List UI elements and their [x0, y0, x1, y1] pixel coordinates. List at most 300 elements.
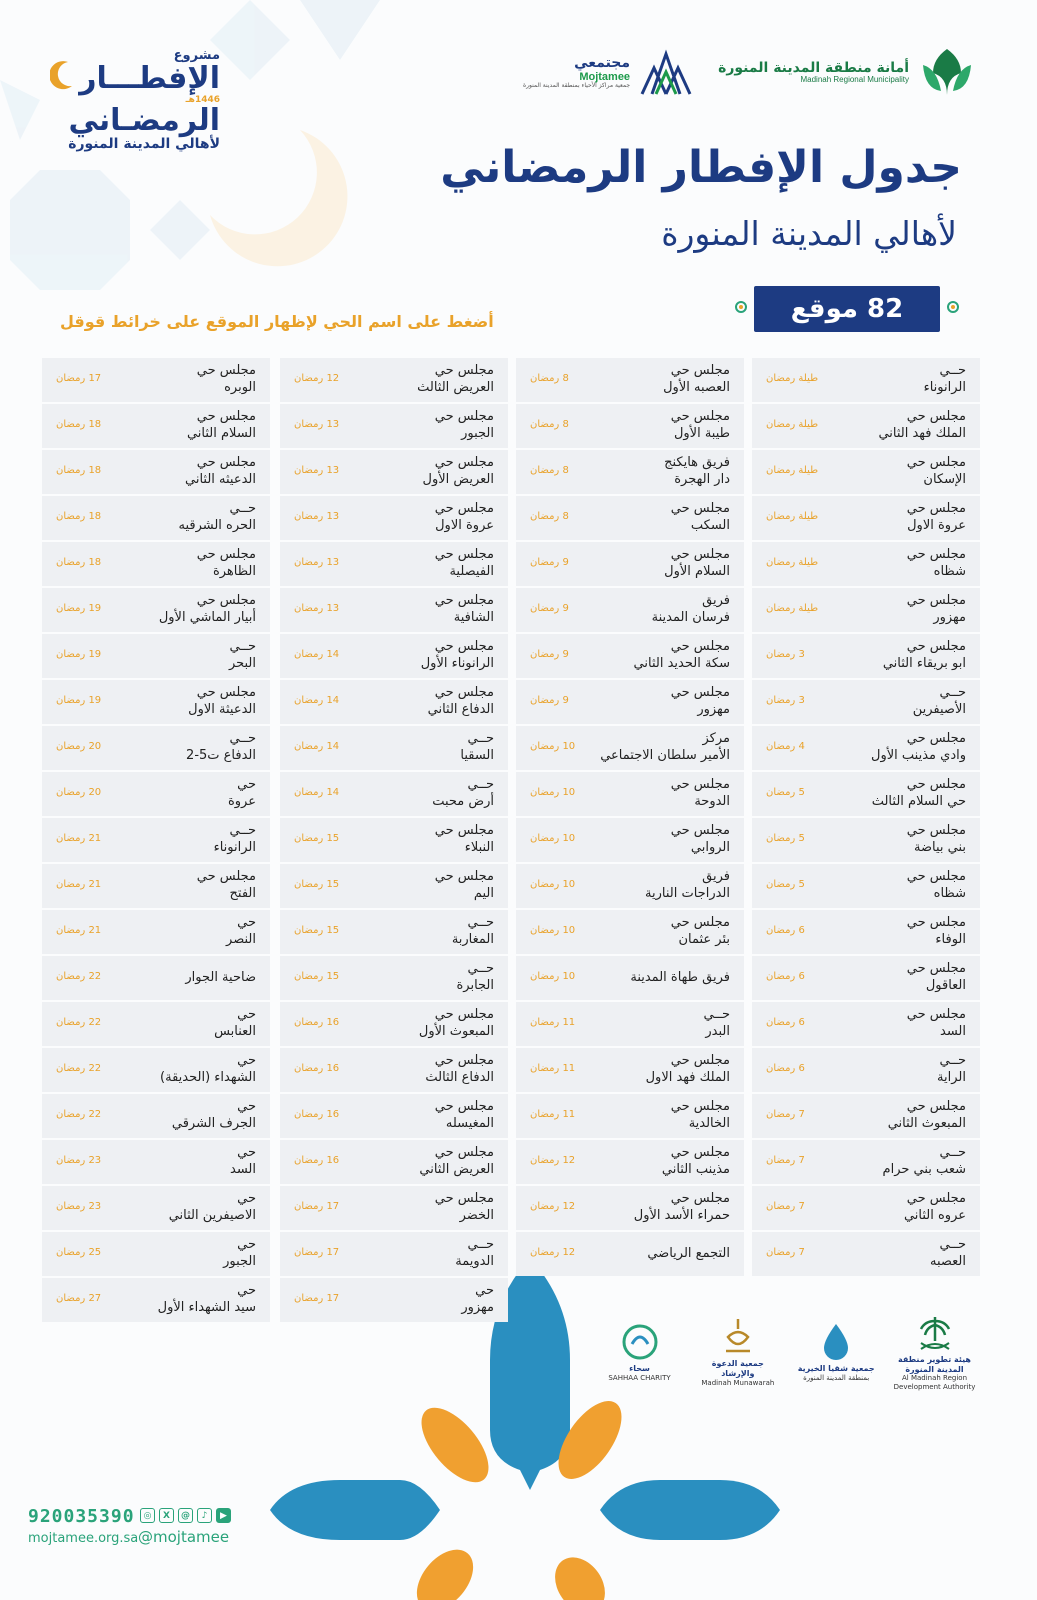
iftar-date: 12 رمضان	[530, 1201, 576, 1212]
schedule-row[interactable]	[42, 1048, 270, 1092]
iftar-date: 13 رمضان	[294, 557, 340, 568]
iftar-date: 5 رمضان	[766, 787, 805, 798]
iftar-date: 7 رمضان	[766, 1109, 805, 1120]
schedule-row[interactable]	[42, 726, 270, 770]
iftar-date: 21 رمضان	[56, 833, 102, 844]
district-name-link[interactable]: مجلس حي الشافية	[434, 593, 494, 625]
iftar-date: 13 رمضان	[294, 465, 340, 476]
iftar-date: 16 رمضان	[294, 1155, 340, 1166]
municipality-emblem-icon	[917, 45, 977, 101]
district-name-link[interactable]: مجلس حي الرانوناء الأول	[420, 639, 494, 671]
district-name-link[interactable]: مجلس حي عروة الاول	[906, 501, 966, 533]
iftar-date: 9 رمضان	[530, 603, 569, 614]
iftar-date: 5 رمضان	[766, 833, 805, 844]
schedule-row[interactable]	[280, 680, 508, 724]
iftar-date: طيلة رمضان	[766, 419, 819, 430]
website-link[interactable]: mojtamee.org.sa	[28, 1531, 139, 1546]
iftar-date: 25 رمضان	[56, 1247, 102, 1258]
schedule-row[interactable]	[280, 588, 508, 632]
district-name-link[interactable]: مجلس حي الدوحة	[670, 777, 730, 809]
iftar-date: 5 رمضان	[766, 879, 805, 890]
iftar-date: 8 رمضان	[530, 419, 569, 430]
schedule-row[interactable]	[42, 680, 270, 724]
district-name-link[interactable]: مجلس حي مهزور	[906, 593, 966, 625]
district-name-link[interactable]: مجلس حي أبيار الماشي الأول	[158, 593, 256, 625]
schedule-row[interactable]	[280, 634, 508, 678]
iftar-date: 13 رمضان	[294, 419, 340, 430]
schedule-row[interactable]	[280, 1186, 508, 1230]
iftar-date: 22 رمضان	[56, 1063, 102, 1074]
schedule-row[interactable]	[516, 956, 744, 1000]
district-name-link[interactable]: فريق هايكنج دار الهجرة	[664, 455, 730, 487]
district-name-link[interactable]: حي العنابس	[214, 1007, 256, 1039]
page-subtitle: لأهالي المدينة المنورة	[661, 214, 957, 253]
iftar-date: 16 رمضان	[294, 1017, 340, 1028]
district-name-link[interactable]: حــي الدويمة	[455, 1237, 494, 1269]
district-name-link[interactable]: مجلس حي حي السلام الثالث	[871, 777, 966, 809]
district-name-link[interactable]: فريق طهاة المدينة	[630, 970, 730, 985]
schedule-row[interactable]	[280, 450, 508, 494]
iftar-date: 10 رمضان	[530, 787, 576, 798]
partner-name: جمعية الدعوة والإرشاد	[711, 1359, 764, 1378]
district-name-link[interactable]: حــي الحره الشرقيه	[178, 501, 256, 533]
municipality-logo	[718, 45, 977, 101]
partner-subname: SAHHAA CHARITY	[608, 1373, 671, 1382]
location-count: 82 موقع	[754, 286, 940, 332]
district-name-link[interactable]: مجلس حي العريض الثالث	[417, 363, 494, 395]
district-name-link[interactable]: مجلس حي العصبه الأول	[663, 363, 730, 395]
schedule-row[interactable]	[280, 1002, 508, 1046]
social-handle[interactable]: @mojtamee	[138, 1528, 230, 1546]
district-name-link[interactable]: مجلس حي طيبة الأول	[670, 409, 730, 441]
schedule-row[interactable]	[280, 1094, 508, 1138]
schedule-row[interactable]	[42, 1094, 270, 1138]
iftar-date: طيلة رمضان	[766, 557, 819, 568]
iftar-date: 17 رمضان	[56, 373, 102, 384]
iftar-date: 22 رمضان	[56, 1109, 102, 1120]
mojtamee-subtitle: جمعية مراكز الأحياء بمنطقة المدينة المنورة	[522, 82, 631, 90]
schedule-row[interactable]	[280, 1278, 508, 1322]
district-name-link[interactable]: مجلس حي الخضر	[434, 1191, 494, 1223]
x-icon[interactable]: X	[159, 1508, 174, 1523]
schedule-row[interactable]	[516, 1232, 744, 1276]
district-name-link[interactable]: حي عروة	[227, 777, 256, 809]
district-name-link[interactable]: مجلس حي السلام الأول	[664, 547, 730, 579]
district-name-link[interactable]: حــي الجابرة	[456, 961, 494, 993]
district-name-link[interactable]: حــي أرض محبت	[432, 777, 494, 809]
iftar-date: 7 رمضان	[766, 1247, 805, 1258]
district-name-link[interactable]: مجلس حي الملك فهد الثاني	[878, 409, 966, 441]
schedule-row[interactable]	[42, 1232, 270, 1276]
district-name-link[interactable]: حــي البحر	[228, 639, 256, 671]
iftar-date: 18 رمضان	[56, 511, 102, 522]
iftar-date: 10 رمضان	[530, 925, 576, 936]
district-name-link[interactable]: مجلس حي المغيسله	[434, 1099, 494, 1131]
schedule-row[interactable]	[42, 542, 270, 586]
district-name-link[interactable]: مجلس حي الدفاع الثاني	[427, 685, 494, 717]
iftar-date: 6 رمضان	[766, 971, 805, 982]
schedule-row[interactable]	[516, 680, 744, 724]
schedule-row[interactable]	[752, 680, 980, 724]
schedule-column-4	[42, 358, 270, 1324]
iftar-date: 23 رمضان	[56, 1201, 102, 1212]
district-name-link[interactable]: مجلس حي الفيصلية	[434, 547, 494, 579]
district-name-link[interactable]: حي الجبور	[223, 1237, 256, 1269]
schedule-row[interactable]	[752, 404, 980, 448]
iftar-date: 20 رمضان	[56, 787, 102, 798]
project-logo	[50, 48, 220, 152]
district-name-link[interactable]: مجلس حي الفتح	[196, 869, 256, 901]
iftar-date: 6 رمضان	[766, 1017, 805, 1028]
iftar-date: 14 رمضان	[294, 649, 340, 660]
iftar-date: 8 رمضان	[530, 373, 569, 384]
schedule-row[interactable]	[752, 358, 980, 402]
mojtamee-emblem-icon	[638, 48, 694, 98]
district-name-link[interactable]: ضاحية الجوار	[185, 970, 256, 985]
youtube-icon[interactable]: ▶	[216, 1508, 231, 1523]
iftar-date: 23 رمضان	[56, 1155, 102, 1166]
district-name-link[interactable]: حــي السقيا	[460, 731, 494, 763]
schedule-row[interactable]	[280, 818, 508, 862]
iftar-date: طيلة رمضان	[766, 373, 819, 384]
district-name-link[interactable]: مجلس حي العاقول	[906, 961, 966, 993]
district-name-link[interactable]: مجلس حي عروه الثاني	[903, 1191, 966, 1223]
district-name-link[interactable]: حــي الرانوناء	[923, 363, 966, 395]
calligraphy-emblem-icon	[720, 1317, 756, 1357]
crescent-icon	[50, 60, 74, 90]
schedule-row[interactable]	[752, 864, 980, 908]
district-name-link[interactable]: مركز الأمير سلطان الاجتماعي	[600, 731, 730, 763]
district-name-link[interactable]: مجلس حي سكة الحديد الثاني	[633, 639, 730, 671]
instruction-text: أضغط على اسم الحي لإظهار الموقع على خرائط قوقل	[60, 312, 494, 331]
iftar-date: 10 رمضان	[530, 879, 576, 890]
location-count-badge	[732, 286, 962, 332]
municipality-name-ar: أمانة منطقة المدينة المنورة	[718, 59, 909, 76]
district-name-link[interactable]: حي الجرف الشرقي	[171, 1099, 256, 1131]
schedule-row[interactable]	[752, 1140, 980, 1184]
district-name-link[interactable]: مجلس حي السلام الثاني	[186, 409, 256, 441]
iftar-date: 9 رمضان	[530, 649, 569, 660]
schedule-row[interactable]	[516, 634, 744, 678]
district-name-link[interactable]: حي سيد الشهداء الأول	[157, 1283, 256, 1315]
district-name-link[interactable]: مجلس حي المبعوث الثاني	[887, 1099, 966, 1131]
iftar-date: 8 رمضان	[530, 511, 569, 522]
schedule-row[interactable]	[516, 726, 744, 770]
schedule-row[interactable]	[752, 910, 980, 954]
district-name-link[interactable]: مجلس حي الدعيثه الثاني	[184, 455, 256, 487]
district-name-link[interactable]: حي السد	[230, 1145, 256, 1177]
district-name-link[interactable]: مجلس حي الظاهرة	[196, 547, 256, 579]
iftar-date: 16 رمضان	[294, 1063, 340, 1074]
iftar-date: 7 رمضان	[766, 1201, 805, 1212]
social-icons	[140, 1508, 231, 1523]
iftar-date: 19 رمضان	[56, 649, 102, 660]
district-name-link[interactable]: مجلس حي السد	[906, 1007, 966, 1039]
schedule-row[interactable]	[280, 404, 508, 448]
page-title: جدول الإفطار الرمضاني	[440, 142, 962, 193]
schedule-row[interactable]	[752, 588, 980, 632]
partner-name: سحاء	[629, 1364, 650, 1374]
district-name-link[interactable]: مجلس حي السكب	[670, 501, 730, 533]
schedule-row[interactable]	[280, 542, 508, 586]
district-name-link[interactable]: مجلس حي النبلاء	[434, 823, 494, 855]
iftar-date: 21 رمضان	[56, 879, 102, 890]
schedule-row[interactable]	[280, 1232, 508, 1276]
district-name-link[interactable]: مجلس حي العريض الثاني	[419, 1145, 494, 1177]
schedule-row[interactable]	[752, 542, 980, 586]
partner-logo	[695, 1317, 780, 1387]
district-name-link[interactable]: مجلس حي بئر عثمان	[670, 915, 730, 947]
district-name-link[interactable]: مجلس حي ابو بريقاء الثاني	[882, 639, 966, 671]
schedule-row[interactable]	[752, 1002, 980, 1046]
iftar-date: 18 رمضان	[56, 465, 102, 476]
project-logo-year: 1446هـ	[185, 94, 220, 105]
project-logo-line2: الرمضـاني	[68, 102, 220, 138]
schedule-row[interactable]	[42, 1140, 270, 1184]
ornament-icon	[732, 298, 750, 316]
district-name-link[interactable]: مجلس حي الخالدية	[670, 1099, 730, 1131]
partner-logo	[892, 1313, 977, 1391]
schedule-row[interactable]	[752, 1094, 980, 1138]
iftar-date: 12 رمضان	[530, 1247, 576, 1258]
iftar-date: 15 رمضان	[294, 925, 340, 936]
phone-number[interactable]: 920035390	[28, 1506, 135, 1527]
schedule-row[interactable]	[42, 910, 270, 954]
schedule-row[interactable]	[752, 1186, 980, 1230]
schedule-row[interactable]	[516, 450, 744, 494]
district-name-link[interactable]: حــي العصبه	[929, 1237, 966, 1269]
mojtamee-name-ar: مجتمعي	[574, 54, 631, 71]
schedule-row[interactable]	[516, 358, 744, 402]
schedule-row[interactable]	[752, 496, 980, 540]
district-name-link[interactable]: مجلس حي مذينب الثاني	[661, 1145, 730, 1177]
district-name-link[interactable]: مجلس حي وادي مذينب الأول	[871, 731, 966, 763]
iftar-date: 19 رمضان	[56, 695, 102, 706]
iftar-date: 16 رمضان	[294, 1109, 340, 1120]
iftar-date: 19 رمضان	[56, 603, 102, 614]
iftar-date: 9 رمضان	[530, 695, 569, 706]
iftar-date: 4 رمضان	[766, 741, 805, 752]
schedule-row[interactable]	[280, 956, 508, 1000]
district-name-link[interactable]: حــي الرانوناء	[213, 823, 256, 855]
schedule-row[interactable]	[42, 496, 270, 540]
district-name-link[interactable]: حي مهزور	[461, 1283, 494, 1315]
schedule-row[interactable]	[516, 588, 744, 632]
mojtamee-name-en: Mojtamee	[579, 71, 631, 84]
iftar-date: 17 رمضان	[294, 1293, 340, 1304]
schedule-row[interactable]	[516, 818, 744, 862]
iftar-date: 15 رمضان	[294, 833, 340, 844]
footer-contact	[28, 1506, 138, 1546]
iftar-date: 18 رمضان	[56, 557, 102, 568]
schedule-row[interactable]	[280, 496, 508, 540]
district-name-link[interactable]: حي الاصيفرين الثاني	[168, 1191, 256, 1223]
iftar-date: 11 رمضان	[530, 1063, 576, 1074]
schedule-row[interactable]	[752, 1232, 980, 1276]
project-logo-label: مشروع	[173, 48, 220, 63]
schedule-row[interactable]	[752, 726, 980, 770]
iftar-date: طيلة رمضان	[766, 603, 819, 614]
partner-logo	[794, 1322, 879, 1382]
header-logos	[523, 45, 977, 101]
schedule-row[interactable]	[42, 818, 270, 862]
partner-subname: بمنطقة المدينة المنورة	[803, 1373, 870, 1382]
schedule-row[interactable]	[42, 1186, 270, 1230]
district-name-link[interactable]: مجلس حي شظاه	[906, 869, 966, 901]
municipality-name-en: Madinah Regional Municipality	[800, 75, 909, 85]
iftar-date: 12 رمضان	[294, 373, 340, 384]
district-name-link[interactable]: حــي الدفاع ت5-2	[186, 731, 256, 763]
district-name-link[interactable]: مجلس حي بني بياضة	[906, 823, 966, 855]
schedule-row[interactable]	[280, 726, 508, 770]
iftar-date: 14 رمضان	[294, 741, 340, 752]
schedule-row[interactable]	[280, 358, 508, 402]
district-name-link[interactable]: مجلس حي الإسكان	[906, 455, 966, 487]
schedule-row[interactable]	[42, 358, 270, 402]
schedule-row[interactable]	[516, 1094, 744, 1138]
iftar-date: 17 رمضان	[294, 1201, 340, 1212]
iftar-date: 11 رمضان	[530, 1017, 576, 1028]
district-name-link[interactable]: حي النصر	[226, 915, 256, 947]
iftar-date: 13 رمضان	[294, 511, 340, 522]
iftar-date: طيلة رمضان	[766, 511, 819, 522]
iftar-date: 7 رمضان	[766, 1155, 805, 1166]
charity-drop-icon	[821, 1322, 851, 1362]
schedule-column-3	[280, 358, 508, 1324]
iftar-date: 15 رمضان	[294, 971, 340, 982]
district-name-link[interactable]: مجلس حي الوبره	[196, 363, 256, 395]
district-name-link[interactable]: مجلس حي حمراء الأسد الأول	[633, 1191, 730, 1223]
partner-logos	[597, 1312, 977, 1392]
schedule-row[interactable]	[42, 956, 270, 1000]
partner-name: هيئة تطوير منطقة المدينة المنورة	[898, 1355, 971, 1374]
district-name-link[interactable]: فريق فرسان المدينة	[651, 593, 730, 625]
iftar-date: 13 رمضان	[294, 603, 340, 614]
district-name-link[interactable]: فريق الدراجات النارية	[645, 869, 730, 901]
schedule-row[interactable]	[516, 910, 744, 954]
iftar-date: 10 رمضان	[530, 971, 576, 982]
iftar-date: 11 رمضان	[530, 1109, 576, 1120]
schedule-row[interactable]	[42, 864, 270, 908]
schedule-row[interactable]	[42, 1002, 270, 1046]
iftar-date: 10 رمضان	[530, 741, 576, 752]
iftar-date: 18 رمضان	[56, 419, 102, 430]
schedule-row[interactable]	[280, 1140, 508, 1184]
project-logo-line1: الإفطـــار	[79, 61, 220, 96]
iftar-date: 6 رمضان	[766, 925, 805, 936]
district-name-link[interactable]: حــي الأصيفرين	[912, 685, 966, 717]
district-name-link[interactable]: حــي المغاربة	[451, 915, 494, 947]
iftar-date: طيلة رمضان	[766, 465, 819, 476]
schedule-row[interactable]	[752, 956, 980, 1000]
iftar-date: 3 رمضان	[766, 695, 805, 706]
district-name-link[interactable]: مجلس حي الملك فهد الاول	[645, 1053, 730, 1085]
threads-icon[interactable]: @	[178, 1508, 193, 1523]
district-name-link[interactable]: حــي البدر	[703, 1007, 730, 1039]
schedule-row[interactable]	[752, 772, 980, 816]
iftar-date: 14 رمضان	[294, 787, 340, 798]
schedule-row[interactable]	[280, 1048, 508, 1092]
schedule-row[interactable]	[752, 1048, 980, 1092]
schedule-column-1	[752, 358, 980, 1278]
partner-name: جمعية شقيا الخيرية	[797, 1364, 875, 1374]
schedule-row[interactable]	[42, 450, 270, 494]
mojtamee-logo	[523, 48, 694, 98]
schedule-row[interactable]	[42, 588, 270, 632]
iftar-date: 20 رمضان	[56, 741, 102, 752]
iftar-date: 6 رمضان	[766, 1063, 805, 1074]
instagram-icon[interactable]: ◎	[140, 1508, 155, 1523]
iftar-date: 22 رمضان	[56, 1017, 102, 1028]
district-name-link[interactable]: التجمع الرياضي	[647, 1246, 730, 1261]
district-name-link[interactable]: مجلس حي مهزور	[670, 685, 730, 717]
schedule-row[interactable]	[516, 404, 744, 448]
iftar-date: 10 رمضان	[530, 833, 576, 844]
schedule-row[interactable]	[516, 1186, 744, 1230]
schedule-row[interactable]	[280, 772, 508, 816]
district-name-link[interactable]: مجلس حي شظاه	[906, 547, 966, 579]
district-name-link[interactable]: مجلس حي الروابي	[670, 823, 730, 855]
district-name-link[interactable]: مجلس حي الوفاء	[906, 915, 966, 947]
schedule-row[interactable]	[42, 634, 270, 678]
schedule-row[interactable]	[516, 772, 744, 816]
schedule-row[interactable]	[42, 1278, 270, 1322]
district-name-link[interactable]: حــي الراية	[937, 1053, 966, 1085]
iftar-date: 12 رمضان	[530, 1155, 576, 1166]
iftar-date: 14 رمضان	[294, 695, 340, 706]
district-name-link[interactable]: مجلس حي المبعوث الأول	[418, 1007, 494, 1039]
tiktok-icon[interactable]: ♪	[197, 1508, 212, 1523]
palm-swords-emblem-icon	[915, 1313, 955, 1353]
partner-logo	[597, 1322, 682, 1382]
schedule-row[interactable]	[516, 864, 744, 908]
schedule-row[interactable]	[280, 864, 508, 908]
schedule-row[interactable]	[42, 772, 270, 816]
schedule-row[interactable]	[752, 818, 980, 862]
district-name-link[interactable]: مجلس حي الجبور	[434, 409, 494, 441]
iftar-date: 9 رمضان	[530, 557, 569, 568]
district-name-link[interactable]: مجلس حي الدفاع الثالث	[425, 1053, 494, 1085]
district-name-link[interactable]: مجلس حي العريض الأول	[422, 455, 494, 487]
sahhaa-emblem-icon	[620, 1322, 660, 1362]
partner-subname: Madinah Munawarah	[701, 1378, 775, 1387]
district-name-link[interactable]: مجلس حي الدعيثة الاول	[188, 685, 256, 717]
iftar-date: 3 رمضان	[766, 649, 805, 660]
schedule-row[interactable]	[516, 496, 744, 540]
district-name-link[interactable]: حي الشهداء (الحديقة)	[160, 1053, 256, 1085]
schedule-row[interactable]	[42, 404, 270, 448]
district-name-link[interactable]: مجلس حي اليم	[434, 869, 494, 901]
iftar-date: 22 رمضان	[56, 971, 102, 982]
iftar-date: 17 رمضان	[294, 1247, 340, 1258]
schedule-column-2	[516, 358, 744, 1278]
iftar-date: 15 رمضان	[294, 879, 340, 890]
schedule-row[interactable]	[516, 1140, 744, 1184]
district-name-link[interactable]: مجلس حي عروة الاول	[434, 501, 494, 533]
ornament-icon	[944, 298, 962, 316]
schedule-row[interactable]	[516, 542, 744, 586]
schedule-row[interactable]	[752, 450, 980, 494]
schedule-row[interactable]	[752, 634, 980, 678]
iftar-date: 27 رمضان	[56, 1293, 102, 1304]
iftar-date: 8 رمضان	[530, 465, 569, 476]
district-name-link[interactable]: حــي شعب بني حرام	[882, 1145, 966, 1177]
schedule-row[interactable]	[516, 1048, 744, 1092]
schedule-row[interactable]	[516, 1002, 744, 1046]
project-logo-subtitle: لأهالي المدينة المنورة	[68, 136, 220, 152]
schedule-row[interactable]	[280, 910, 508, 954]
iftar-date: 21 رمضان	[56, 925, 102, 936]
